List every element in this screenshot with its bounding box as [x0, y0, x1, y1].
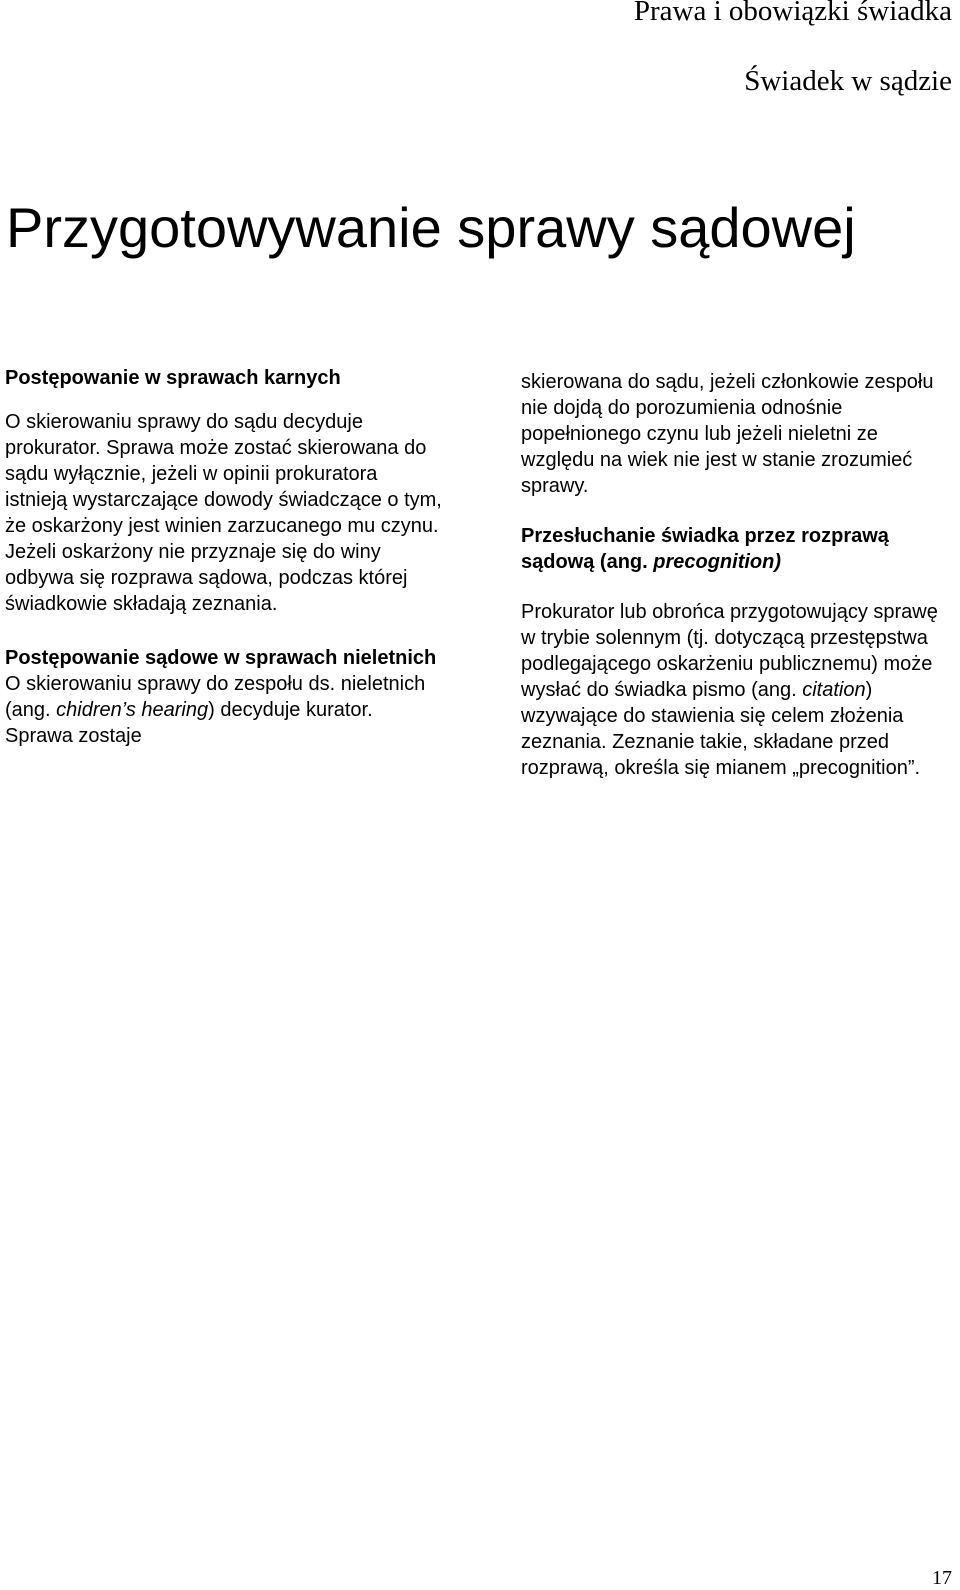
- paragraph-juvenile: [5, 671, 445, 749]
- paragraph-juvenile-text-1: O skierowaniu sprawy do zespołu ds. nieletnich (ang.: [5, 673, 426, 721]
- page-number: 17: [932, 1567, 952, 1589]
- running-header-title: Prawa i obowiązki świadka: [633, 0, 952, 27]
- paragraph-precognition-text-1: Prokurator lub obrońca przygotowujący sprawę w trybie solennym (tj. dotyczącą przestępstwa podlegającego oskarżeniu publicznemu) może wysłać do świadka pismo (ang.: [521, 601, 938, 701]
- paragraph-juvenile-continuation: skierowana do sądu, jeżeli członkowie zespołu nie dojdą do porozumienia odnośnie popełnionego czynu lub jeżeli nieletni ze względu na wiek nie jest w stanie zrozumieć sprawy.: [521, 371, 934, 497]
- section-heading-criminal: Postępowanie w sprawach karnych: [5, 367, 341, 389]
- running-header-subtitle: Świadek w sądzie: [744, 65, 952, 97]
- paragraph-juvenile-italic: chidren’s hearing: [56, 699, 209, 721]
- page-title: Przygotowywanie sprawy sądowej: [6, 196, 856, 259]
- paragraph-juvenile-text-2: ) decyduje kurator. Sprawa zostaje: [5, 699, 373, 747]
- section-heading-juvenile: Postępowanie sądowe w sprawach nieletnich: [5, 647, 437, 669]
- paragraph-precognition-italic: citation: [802, 679, 866, 701]
- section-heading-precognition-text: Przesłuchanie świadka przez rozprawą sądową (ang.: [521, 525, 889, 573]
- paragraph-precognition: [521, 599, 951, 781]
- left-column: [5, 365, 445, 749]
- section-heading-precognition-italic: precognition): [653, 551, 782, 573]
- right-column: [521, 369, 951, 781]
- paragraph-criminal: O skierowaniu sprawy do sądu decyduje prokurator. Sprawa może zostać skierowana do sądu wyłącznie, jeżeli w opinii prokuratora istnieją wystarczające dowody świadczące o tym, że oskarżony jest winien zarzucanego mu czynu. Jeżeli oskarżony nie przyznaje się do winy odbywa się rozprawa sądowa, podczas której świadkowie składają zeznania.: [5, 411, 442, 615]
- paragraph-precognition-text-2: ) wzywające do stawienia się celem złożenia zeznania. Zeznanie takie, składane przed rozprawą, określa się mianem „precognition”.: [521, 679, 921, 779]
- section-heading-precognition: [521, 523, 951, 575]
